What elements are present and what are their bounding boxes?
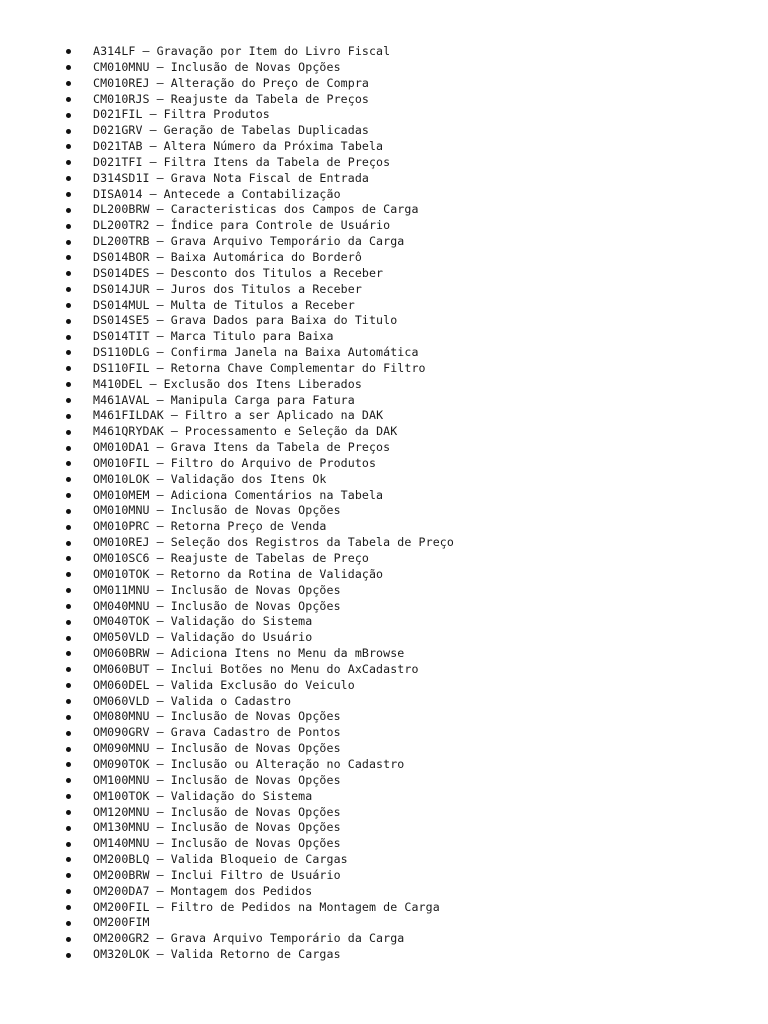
bullet-icon — [66, 303, 71, 308]
entry-description: Valida Exclusão do Veiculo — [170, 677, 355, 692]
entry-code: OM040TOK — [93, 614, 150, 629]
bullet-icon — [66, 65, 71, 70]
entry-description: Valida Retorno de Cargas — [170, 947, 341, 962]
entry-description: Grava Cadastro de Pontos — [170, 725, 341, 740]
list-item — [66, 805, 756, 821]
entry-code: D314SD1I — [93, 170, 150, 185]
entry-code: D021GRV — [93, 123, 143, 138]
entry-code: DS110DLG — [93, 345, 150, 360]
entry-description: Inclui Filtro de Usuário — [170, 867, 341, 882]
entry-code: D021TFI — [93, 154, 143, 169]
bullet-icon — [66, 683, 71, 688]
entry-code: OM130MNU — [93, 820, 150, 835]
bullet-icon — [66, 493, 71, 498]
entry-code: OM011MNU — [93, 582, 150, 597]
list-item — [66, 472, 756, 488]
list-item — [66, 519, 756, 535]
entry-description: Desconto dos Titulos a Receber — [170, 265, 384, 280]
entry-code: M461QRYDAK — [93, 424, 164, 439]
entry-description: Grava Arquivo Temporário da Carga — [170, 234, 405, 249]
entry-description: Validação do Usuário — [170, 630, 313, 645]
entry-separator: – — [142, 44, 150, 58]
bullet-icon — [66, 335, 71, 340]
list-item — [66, 345, 756, 361]
entry-description: Baixa Automárica do Borderô — [170, 249, 362, 264]
entry-separator: – — [156, 202, 164, 217]
entry-separator: – — [170, 424, 178, 439]
entry-separator: – — [156, 91, 164, 106]
entry-separator: – — [156, 931, 164, 946]
bullet-icon — [66, 620, 71, 625]
list-item — [66, 456, 756, 472]
entry-description: Inclusão de Novas Opções — [170, 503, 341, 518]
entry-code: OM200BRW — [93, 867, 150, 882]
entry-code: OM010LOK — [93, 471, 150, 486]
entry-description: Validação dos Itens Ok — [170, 471, 327, 486]
entry-code: OM050VLD — [93, 630, 150, 645]
entry-separator: – — [156, 249, 164, 264]
entry-separator: – — [156, 297, 164, 312]
list-item — [66, 266, 756, 282]
list-item — [66, 155, 756, 171]
entry-description: Valida o Cadastro — [170, 693, 292, 708]
entry-description: Reajuste da Tabela de Preços — [170, 91, 369, 106]
list-item — [66, 377, 756, 393]
entry-separator: – — [156, 947, 164, 962]
bullet-icon — [66, 414, 71, 419]
list-item — [66, 757, 756, 773]
list-item — [66, 234, 756, 250]
bullet-icon — [66, 556, 71, 561]
list-item — [66, 313, 756, 329]
entry-code: CM010REJ — [93, 75, 150, 90]
entry-code: DISA014 — [93, 186, 143, 201]
bullet-icon — [66, 176, 71, 181]
entry-code: OM060DEL — [93, 677, 150, 692]
entry-description: Retorno da Rotina de Validação — [170, 566, 384, 581]
entry-code: OM090MNU — [93, 741, 150, 756]
bullet-icon — [66, 366, 71, 371]
bullet-icon — [66, 81, 71, 86]
list-item — [66, 900, 756, 916]
entry-separator: – — [156, 360, 164, 375]
entry-code: M461AVAL — [93, 392, 150, 407]
list-item — [66, 408, 756, 424]
entry-description: Validação do Sistema — [170, 614, 313, 629]
list-item — [66, 662, 756, 678]
list-item — [66, 741, 756, 757]
entry-description: Montagem dos Pedidos — [170, 883, 313, 898]
bullet-icon — [66, 208, 71, 213]
entry-description: Inclusão de Novas Opções — [170, 836, 341, 851]
entry-separator: – — [156, 345, 164, 360]
list-item — [66, 884, 756, 900]
entry-code: DL200BRW — [93, 202, 150, 217]
bullet-icon — [66, 382, 71, 387]
list-item — [66, 646, 756, 662]
bullet-icon — [66, 636, 71, 641]
entry-description: Grava Itens da Tabela de Preços — [170, 440, 391, 455]
entry-point-list — [66, 44, 756, 963]
bullet-icon — [66, 747, 71, 752]
list-item — [66, 329, 756, 345]
list-item — [66, 852, 756, 868]
entry-code: OM010SC6 — [93, 551, 150, 565]
entry-description: Reajuste de Tabelas de Preço — [170, 551, 369, 565]
entry-separator: – — [156, 899, 164, 914]
list-item — [66, 583, 756, 599]
entry-code: OM200DA7 — [93, 883, 150, 898]
bullet-icon — [66, 826, 71, 831]
bullet-icon — [66, 240, 71, 245]
entry-code: OM120MNU — [93, 804, 150, 819]
entry-code: OM060BUT — [93, 661, 150, 676]
entry-code: OM200GR2 — [93, 931, 150, 946]
entry-separator: – — [156, 804, 164, 819]
list-item — [66, 915, 756, 931]
entry-description: Índice para Controle de Usuário — [170, 218, 391, 233]
entry-separator: – — [156, 772, 164, 787]
bullet-icon — [66, 731, 71, 736]
entry-separator: – — [156, 329, 164, 344]
bullet-icon — [66, 525, 71, 530]
entry-separator: – — [156, 677, 164, 692]
entry-code: OM080MNU — [93, 709, 150, 724]
list-item — [66, 92, 756, 108]
entry-separator: – — [149, 139, 157, 154]
entry-separator: – — [156, 392, 164, 407]
entry-separator: – — [156, 725, 164, 740]
entry-description: Grava Nota Fiscal de Entrada — [170, 170, 369, 185]
entry-code: DS014JUR — [93, 281, 150, 296]
entry-code: OM010FIL — [93, 455, 150, 470]
entry-code: A314LF — [93, 44, 136, 58]
list-item — [66, 123, 756, 139]
bullet-icon — [66, 192, 71, 197]
entry-description: Inclusão de Novas Opções — [170, 820, 341, 835]
entry-separator: – — [156, 582, 164, 597]
entry-code: OM200BLQ — [93, 852, 150, 867]
bullet-icon — [66, 953, 71, 958]
bullet-icon — [66, 889, 71, 894]
bullet-icon — [66, 113, 71, 118]
entry-code: OM200FIM — [93, 915, 150, 930]
bullet-icon — [66, 873, 71, 878]
list-item — [66, 424, 756, 440]
entry-code: OM200FIL — [93, 899, 150, 914]
entry-code: OM090TOK — [93, 756, 150, 771]
bullet-icon — [66, 842, 71, 847]
entry-description: Grava Dados para Baixa do Titulo — [170, 313, 398, 328]
entry-code: D021FIL — [93, 107, 143, 122]
bullet-icon — [66, 319, 71, 324]
entry-separator: – — [156, 693, 164, 708]
list-item — [66, 76, 756, 92]
entry-code: OM010PRC — [93, 519, 150, 534]
entry-description: Multa de Titulos a Receber — [170, 297, 355, 312]
entry-description: Inclusão de Novas Opções — [170, 598, 341, 613]
entry-code: OM320LOK — [93, 947, 150, 962]
entry-description: Inclui Botões no Menu do AxCadastro — [170, 661, 419, 676]
bullet-icon — [66, 794, 71, 799]
entry-code: OM010REJ — [93, 535, 150, 550]
entry-code: OM010DA1 — [93, 440, 150, 455]
list-item — [66, 789, 756, 805]
bullet-icon — [66, 97, 71, 102]
list-item — [66, 187, 756, 203]
entry-code: OM060BRW — [93, 646, 150, 661]
entry-description: Grava Arquivo Temporário da Carga — [170, 931, 405, 946]
entry-code: OM010TOK — [93, 566, 150, 581]
entry-code: OM100MNU — [93, 772, 150, 787]
list-item — [66, 171, 756, 187]
entry-separator: – — [149, 123, 157, 138]
entry-separator: – — [156, 265, 164, 280]
entry-description: Inclusão de Novas Opções — [170, 709, 341, 724]
entry-description: Inclusão de Novas Opções — [170, 582, 341, 597]
entry-separator: – — [156, 741, 164, 756]
entry-description: Altera Número da Próxima Tabela — [163, 139, 384, 154]
bullet-icon — [66, 699, 71, 704]
entry-description: Processamento e Seleção da DAK — [184, 424, 398, 439]
entry-separator: – — [156, 852, 164, 867]
entry-separator: – — [156, 75, 164, 90]
bullet-icon — [66, 572, 71, 577]
entry-separator: – — [156, 756, 164, 771]
bullet-icon — [66, 477, 71, 482]
list-item — [66, 250, 756, 266]
list-item — [66, 44, 756, 60]
entry-description: Retorna Preço de Venda — [170, 519, 327, 534]
entry-separator: – — [156, 234, 164, 249]
entry-description: Juros dos Titulos a Receber — [170, 281, 362, 296]
entry-description: Inclusão de Novas Opções — [170, 59, 341, 74]
list-item — [66, 60, 756, 76]
bullet-icon — [66, 446, 71, 451]
bullet-icon — [66, 937, 71, 942]
list-item — [66, 503, 756, 519]
entry-description: Caracteristicas dos Campos de Carga — [170, 202, 419, 217]
entry-description: Adiciona Comentários na Tabela — [170, 487, 384, 502]
list-item — [66, 820, 756, 836]
entry-description: Confirma Janela na Baixa Automática — [170, 345, 419, 360]
list-item — [66, 773, 756, 789]
entry-description: Seleção dos Registros da Tabela de Preço — [170, 535, 454, 550]
entry-description: Antecede a Contabilização — [163, 186, 341, 201]
entry-code: OM060VLD — [93, 693, 150, 708]
bullet-icon — [66, 271, 71, 276]
list-item — [66, 393, 756, 409]
entry-code: DS110FIL — [93, 360, 150, 375]
entry-description: Inclusão de Novas Opções — [170, 804, 341, 819]
entry-description: Inclusão de Novas Opções — [170, 772, 341, 787]
bullet-icon — [66, 762, 71, 767]
list-item — [66, 298, 756, 314]
list-item — [66, 678, 756, 694]
list-item — [66, 709, 756, 725]
entry-description: Filtra Produtos — [163, 107, 270, 122]
entry-code: DS014MUL — [93, 297, 150, 312]
bullet-icon — [66, 144, 71, 149]
entry-separator: – — [156, 59, 164, 74]
bullet-icon — [66, 398, 71, 403]
list-item — [66, 282, 756, 298]
entry-description: Alteração do Preço de Compra — [170, 75, 369, 90]
entry-separator: – — [156, 630, 164, 645]
list-item — [66, 440, 756, 456]
entry-code: CM010RJS — [93, 91, 150, 106]
entry-description: Gravação por Item do Livro Fiscal — [156, 44, 391, 58]
entry-separator: – — [149, 186, 157, 201]
list-item — [66, 725, 756, 741]
list-item — [66, 694, 756, 710]
bullet-icon — [66, 430, 71, 435]
bullet-icon — [66, 224, 71, 229]
entry-separator: – — [156, 440, 164, 455]
entry-separator: – — [156, 170, 164, 185]
entry-description: Inclusão de Novas Opções — [170, 741, 341, 756]
list-item — [66, 488, 756, 504]
entry-separator: – — [156, 551, 164, 565]
entry-description: Adiciona Itens no Menu da mBrowse — [170, 646, 405, 661]
bullet-icon — [66, 651, 71, 656]
bullet-icon — [66, 588, 71, 593]
entry-description: Retorna Chave Complementar do Filtro — [170, 360, 426, 375]
list-item — [66, 202, 756, 218]
entry-description: Filtra Itens da Tabela de Preços — [163, 154, 391, 169]
bullet-icon — [66, 604, 71, 609]
entry-separator: – — [156, 566, 164, 581]
bullet-icon — [66, 461, 71, 466]
entry-separator: – — [156, 820, 164, 835]
entry-code: OM140MNU — [93, 836, 150, 851]
entry-code: DL200TRB — [93, 234, 150, 249]
entry-separator: – — [156, 503, 164, 518]
entry-description: Manipula Carga para Fatura — [170, 392, 355, 407]
entry-separator: – — [156, 218, 164, 233]
entry-code: CM010MNU — [93, 59, 150, 74]
entry-separator: – — [156, 836, 164, 851]
bullet-icon — [66, 255, 71, 260]
entry-separator: – — [156, 883, 164, 898]
entry-code: OM100TOK — [93, 788, 150, 803]
entry-description: Valida Bloqueio de Cargas — [170, 852, 348, 867]
list-item — [66, 139, 756, 155]
entry-description: Validação do Sistema — [170, 788, 313, 803]
list-item — [66, 868, 756, 884]
list-item — [66, 836, 756, 852]
entry-separator: – — [156, 487, 164, 502]
entry-separator: – — [156, 661, 164, 676]
entry-code: DS014DES — [93, 265, 150, 280]
list-item — [66, 218, 756, 234]
entry-separator: – — [156, 519, 164, 534]
bullet-icon — [66, 160, 71, 165]
bullet-icon — [66, 667, 71, 672]
list-item — [66, 947, 756, 963]
entry-description: Filtro de Pedidos na Montagem de Carga — [170, 899, 440, 914]
entry-code: M461FILDAK — [93, 408, 164, 423]
bullet-icon — [66, 287, 71, 292]
entry-code: OM010MEM — [93, 487, 150, 502]
list-item — [66, 551, 756, 567]
bullet-icon — [66, 350, 71, 355]
entry-separator: – — [156, 535, 164, 550]
entry-code: DS014SE5 — [93, 313, 150, 328]
entry-separator: – — [156, 313, 164, 328]
list-item — [66, 361, 756, 377]
bullet-icon — [66, 541, 71, 546]
entry-description: Exclusão dos Itens Liberados — [163, 376, 362, 391]
entry-separator: – — [156, 471, 164, 486]
entry-separator: – — [156, 646, 164, 661]
bullet-icon — [66, 857, 71, 862]
bullet-icon — [66, 810, 71, 815]
entry-separator: – — [149, 154, 157, 169]
list-item — [66, 599, 756, 615]
bullet-icon — [66, 905, 71, 910]
bullet-icon — [66, 715, 71, 720]
list-item — [66, 931, 756, 947]
entry-separator: – — [156, 614, 164, 629]
entry-separator: – — [156, 598, 164, 613]
bullet-icon — [66, 778, 71, 783]
entry-separator: – — [156, 281, 164, 296]
entry-separator: – — [156, 788, 164, 803]
entry-code: DS014TIT — [93, 329, 150, 344]
bullet-icon — [66, 509, 71, 514]
entry-description: Geração de Tabelas Duplicadas — [163, 123, 369, 138]
entry-code: OM090GRV — [93, 725, 150, 740]
bullet-icon — [66, 921, 71, 926]
bullet-icon — [66, 129, 71, 134]
entry-code: DL200TR2 — [93, 218, 150, 233]
entry-code: M410DEL — [93, 376, 143, 391]
entry-description: Inclusão ou Alteração no Cadastro — [170, 756, 405, 771]
entry-code: D021TAB — [93, 139, 143, 154]
entry-separator: – — [170, 408, 178, 423]
entry-code: OM040MNU — [93, 598, 150, 613]
entry-description: Filtro do Arquivo de Produtos — [170, 455, 377, 470]
bullet-icon — [66, 49, 71, 54]
entry-code: DS014BOR — [93, 249, 150, 264]
entry-description: Marca Titulo para Baixa — [170, 329, 334, 344]
entry-separator: – — [149, 107, 157, 122]
list-item — [66, 614, 756, 630]
list-item — [66, 535, 756, 551]
entry-separator: – — [156, 455, 164, 470]
entry-separator: – — [149, 376, 157, 391]
list-item — [66, 107, 756, 123]
entry-description: Filtro a ser Aplicado na DAK — [184, 408, 384, 423]
entry-code: OM010MNU — [93, 503, 150, 518]
entry-separator: – — [156, 867, 164, 882]
entry-separator: – — [156, 709, 164, 724]
list-item — [66, 630, 756, 646]
list-item — [66, 567, 756, 583]
